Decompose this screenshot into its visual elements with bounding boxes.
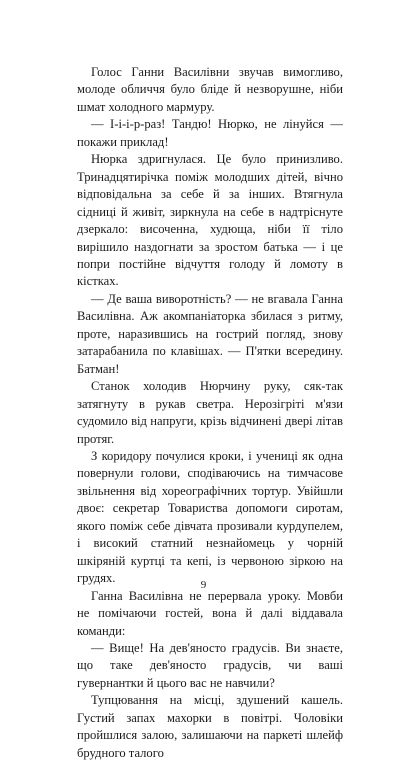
body-text [77,64,343,762]
paragraph: Тупцювання на місці, здушений кашель. Густий запах махорки в повітрі. Чоловіки пройшлися залою, залишаючи на паркеті шлейф брудного талого [77,693,343,760]
paragraph: Станок холодив Нюрчину руку, сяк-так затягнуту в рукав светра. Нерозігріті м'язи судомило від напруги, крізь відчинені двері літав протяг. [77,379,343,446]
paragraph: Голос Ганни Василівни звучав вимогливо, молоде обличчя було бліде й незворушне, ніби шмат холодного мармуру. [77,65,343,114]
paragraph: Ганна Василівна не перервала уроку. Мовби не помічаючи гостей, вона й далі віддавала команди: [77,588,343,638]
paragraph: — І-і-і-р-раз! Тандю! Нюрко, не лінуйся — покажи приклад! [77,117,343,149]
paragraph: Нюрка здригнулася. Це було принизливо. Тринадцятирічка поміж молодших дітей, вічно відповідальна за себе й за інших. Втягнула сідниці й живіт, зиркнула на себе в надтріснуте дзеркало: височенна, худюща, ніби її тіло вирішило наздогнати за зростом батька — і це попри постійне відчуття голоду й ломоту в кістках. [77,152,343,289]
paragraph: — Вище! На дев'яносто градусів. Ви знаєте, що таке дев'яносто градусів, чи ваші гувернантки й цього вас не навчили? [77,640,343,690]
paragraph: — Де ваша виворотність? — не вгавала Ганна Василівна. Аж акомпаніаторка збилася з ритму, проте, наразившись на гострий погляд, знову затарабанила по клавішах. — П'ятки всередину. Батман! [77,291,343,376]
paragraph: З коридору почулися кроки, і учениці як одна повернули голови, сподіваючись на тимчасове звільнення від хореографічних тортур. Увійшли двоє: секретар Товариства допомоги сиротам, якого поміж себе дівчата прозивали курдупелем, і високий статний незнайомець у чорній шкіряній куртці та кепі, із червоною зіркою на грудях. [77,448,343,586]
page-number: 9 [200,579,207,591]
